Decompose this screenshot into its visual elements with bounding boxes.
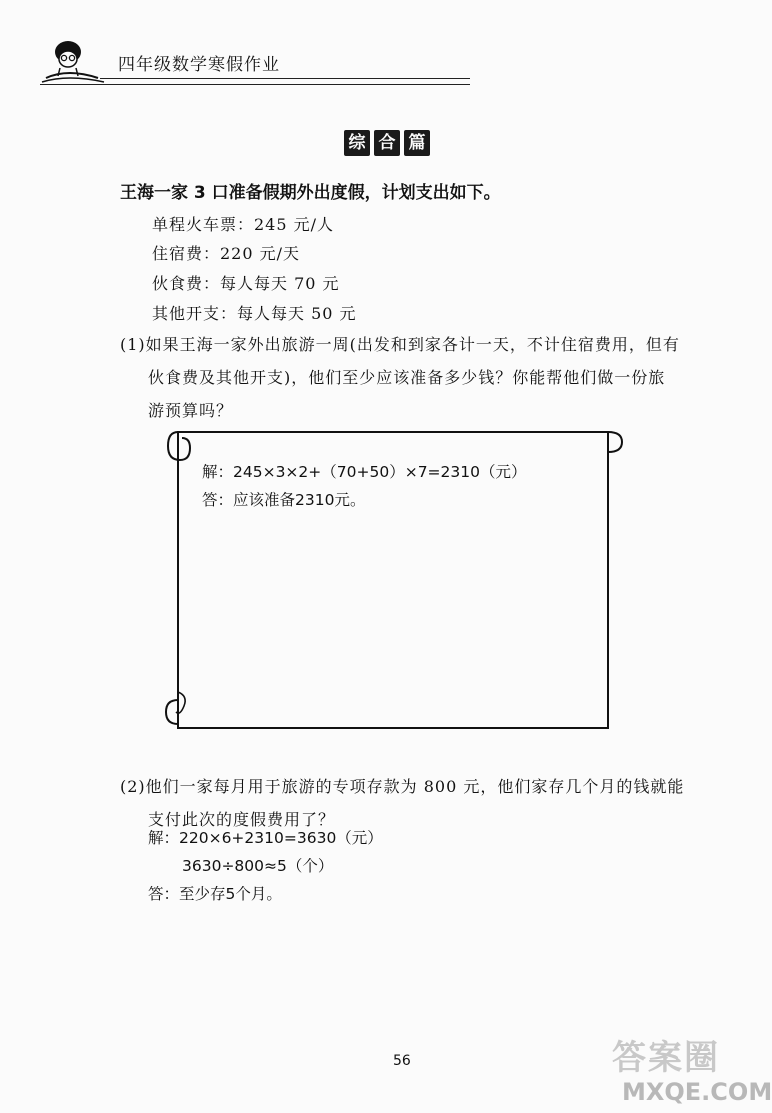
page-number: 56: [393, 1053, 411, 1069]
question-1-line-2: 伙食费及其他开支)，他们至少应该准备多少钱？你能帮他们做一份旅: [148, 368, 666, 387]
cost-item-lodging: 住宿费：220 元/天: [152, 244, 301, 263]
question-2-answer: 答：至少存5个月。: [148, 885, 282, 903]
question-1-answer: 答：应该准备2310元。: [202, 491, 366, 509]
watermark-top-text: 答案圈: [612, 1038, 720, 1078]
cost-item-train: 单程火车票：245 元/人: [152, 215, 335, 234]
cost-item-food: 伙食费：每人每天 70 元: [152, 274, 340, 293]
answer-scroll: [160, 420, 630, 740]
question-2-line-1: (2)他们一家每月用于旅游的专项存款为 800 元，他们家存几个月的钱就能: [120, 777, 685, 796]
watermark-logo: [612, 1030, 772, 1110]
question-2-solution-line-1: 解：220×6+2310=3630（元）: [148, 829, 383, 847]
section-badge-char: 篇: [404, 130, 430, 156]
question-1-solution: 解：245×3×2+（70+50）×7=2310（元）: [202, 463, 527, 481]
section-badge-char: 合: [374, 130, 400, 156]
cost-item-other: 其他开支：每人每天 50 元: [152, 304, 357, 323]
page-title: 四年级数学寒假作业: [118, 55, 280, 75]
watermark-bottom-text: MXQE.COM: [622, 1078, 772, 1106]
header-rule-lower: [40, 84, 470, 85]
question-1-line-3: 游预算吗？: [148, 401, 234, 420]
question-2-line-2: 支付此次的度假费用了？: [148, 810, 336, 829]
problem-intro: 王海一家 3 口准备假期外出度假，计划支出如下。: [120, 183, 501, 203]
question-2-solution-line-2: 3630÷800≈5（个）: [182, 857, 334, 875]
section-badge-char: 综: [344, 130, 370, 156]
section-badge: [344, 130, 440, 156]
header-rule: [100, 78, 470, 79]
cartoon-student-icon: [38, 38, 108, 88]
question-1-line-1: (1)如果王海一家外出旅游一周(出发和到家各计一天，不计住宿费用，但有: [120, 335, 680, 354]
question-1: [120, 328, 720, 427]
